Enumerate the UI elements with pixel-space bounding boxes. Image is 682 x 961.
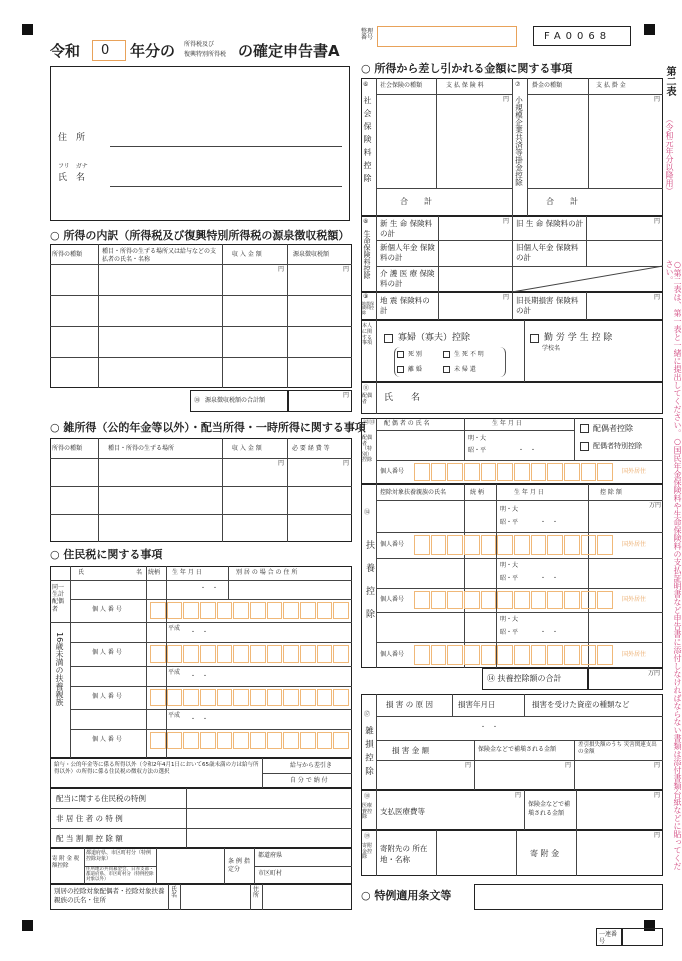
date-dots: ・ ・ — [200, 585, 219, 592]
date-dots: ・ ・ — [480, 724, 499, 731]
mynumber-digit-cell[interactable] — [283, 602, 299, 619]
mynumber-digit-cell[interactable] — [414, 463, 430, 481]
mynumber-digit-cell[interactable] — [564, 535, 580, 555]
social-h1: 社会保険の種類 — [380, 82, 423, 89]
worker-label: 勤 労 学 生 控 除 — [544, 333, 613, 343]
widow-checkbox[interactable] — [384, 334, 393, 343]
kojin-label: 個人番号 — [380, 651, 405, 658]
mynumber-digit-cell[interactable] — [183, 645, 199, 663]
pension-note: 給与・公的年金等に係る所得以外（令和2年4月1日において65歳未満の方は給与所得以外）の所得に係る住民税の徴収方法の選択 — [54, 762, 259, 776]
yen-unit: 円 — [503, 96, 510, 103]
small-total-label: 合 計 — [546, 197, 578, 206]
donation-b: 住所地の共同募金会、日赤支部・都道府県、市区町村分（特例控除対象以外） — [86, 867, 154, 883]
school-label: 学校名 — [542, 345, 561, 352]
period-note: （令和元年分以降用） — [665, 115, 674, 195]
title-tax-top: 所得税及び — [184, 41, 215, 48]
mynumber-digit-cell[interactable] — [514, 645, 530, 665]
mynumber-digit-cell[interactable] — [597, 535, 613, 555]
mynumber-digit-cell[interactable] — [267, 689, 283, 706]
yen-unit: 円 — [654, 96, 661, 103]
mynumber-digit-cell[interactable] — [183, 732, 199, 749]
misc-income-title: ○ 雑所得（公的年金等以外）・配当所得・一時所得に関する事項 — [50, 421, 366, 434]
date-dots: ・ ・ — [190, 629, 209, 636]
spouse-no: ⑪ — [363, 385, 370, 392]
shohei: 昭・平 — [468, 447, 487, 454]
resident-h-sep: 別 居 の 場 合 の 住 所 — [236, 569, 298, 576]
donate-label: 寄附金控除 — [362, 843, 373, 860]
date-dots: ・ ・ — [540, 519, 559, 526]
mynumber-digit-cell[interactable] — [317, 689, 333, 706]
date-dots: ・ ・ — [190, 716, 209, 723]
meitai: 明・大 — [468, 435, 487, 442]
spouse-cb1[interactable] — [580, 424, 589, 433]
loss-h1: 損 害 の 原 因 — [386, 700, 434, 709]
dep-total-label: ⑭ 扶養控除額の合計 — [487, 674, 562, 683]
w4-label: 未 帰 還 — [454, 366, 476, 373]
mynumber-label: 個 人 番 号 — [92, 649, 122, 656]
w1-label: 死 別 — [408, 351, 422, 358]
spouse-cb2-label: 配偶者特別控除 — [593, 442, 642, 450]
opt-salary[interactable]: 給与から差引き — [290, 762, 333, 769]
mynumber-digit-cell[interactable] — [547, 463, 563, 481]
dep-h1: 控除対象扶養親族の氏名 — [380, 489, 447, 496]
mynumber-digit-cell[interactable] — [217, 645, 233, 663]
loss-h4: 損 害 金 額 — [392, 746, 430, 755]
date-dots: ・ ・ — [540, 575, 559, 582]
withholding-total-label: 源泉徴収税額の合計額 — [205, 397, 266, 404]
mynumber-cells[interactable] — [150, 644, 350, 664]
mynumber-digit-cell[interactable] — [233, 602, 249, 619]
med2-label: 保険金などで補塡される金額 — [528, 801, 571, 817]
misc-h2: 種目・所得の生ずる場所 — [108, 445, 175, 452]
quake-no: ⑨ — [363, 293, 369, 300]
mynumber-digit-cell[interactable] — [564, 591, 580, 609]
resident-h-name2: 名 — [136, 569, 143, 576]
mynumber-digit-cell[interactable] — [481, 645, 497, 665]
yen-unit: 円 — [654, 792, 661, 799]
mynumber-label: 個 人 番 号 — [92, 693, 122, 700]
kojin-label: 個人番号 — [380, 468, 405, 475]
mynumber-cells[interactable] — [414, 462, 614, 482]
jorei-label: 条 例 指定分 — [228, 858, 250, 873]
dividend-credit: 配 当 割 額 控 除 額 — [56, 834, 123, 843]
heisei-label: 平成 — [168, 712, 181, 719]
kojin-label: 個人番号 — [380, 541, 405, 548]
yen-unit: 円 — [654, 218, 661, 225]
meitai: 明・大 — [500, 506, 519, 513]
mynumber-digit-cell[interactable] — [217, 602, 233, 619]
mynumber-digit-cell[interactable] — [597, 463, 613, 481]
mynumber-digit-cell[interactable] — [464, 591, 480, 609]
mynumber-digit-cell[interactable] — [150, 732, 166, 749]
mynumber-cells[interactable] — [414, 590, 614, 610]
mynumber-digit-cell[interactable] — [514, 535, 530, 555]
income-detail-table — [50, 244, 352, 388]
kokugai-label[interactable]: 国外居住 — [622, 468, 647, 475]
mynumber-digit-cell[interactable] — [150, 689, 166, 706]
loss-h6: 差引損失額のうち 災害関連支出の金額 — [578, 742, 657, 756]
spouse-h1: 配 偶 者 の 氏 名 — [384, 420, 430, 427]
mynumber-digit-cell[interactable] — [464, 645, 480, 665]
date-dots: ・ ・ — [190, 673, 209, 680]
mynumber-digit-cell[interactable] — [547, 535, 563, 555]
mynumber-digit-cell[interactable] — [464, 535, 480, 555]
mynumber-digit-cell[interactable] — [200, 645, 216, 663]
income-h2: 種目・所得の生ずる場所又は給与などの支払者の氏名・名称 — [102, 248, 217, 263]
mynumber-cells[interactable] — [150, 601, 350, 620]
small-h2: 支 払 掛 金 — [596, 82, 626, 89]
side-notice: ○第二表は、第一表と一緒に提出してください。○国民年金保険料や生命保険料の支払証明書など申告書に添付しなければならない書類は添付書類台紙などに貼ってください。 — [665, 260, 682, 870]
med1-label: 支払医療費等 — [380, 807, 425, 816]
mynumber-digit-cell[interactable] — [183, 689, 199, 706]
mynumber-digit-cell[interactable] — [167, 602, 183, 619]
misc-h4: 必 要 経 費 等 — [292, 445, 330, 452]
yen-unit: 円 — [654, 294, 661, 301]
non-resident-special: 非 居 住 者 の 特 例 — [56, 814, 123, 823]
mynumber-digit-cell[interactable] — [531, 645, 547, 665]
mynumber-digit-cell[interactable] — [267, 645, 283, 663]
serial-label-box — [596, 928, 622, 946]
social-total-label: 合 計 — [400, 197, 432, 206]
dividend-special: 配当に関する住民税の特例 — [56, 794, 146, 803]
yen-unit: 円 — [342, 392, 349, 399]
mynumber-digit-cell[interactable] — [497, 645, 513, 665]
special-title: ○ 特例適用条文等 — [361, 889, 452, 902]
mynumber-digit-cell[interactable] — [250, 602, 266, 619]
withholding-total-input[interactable] — [288, 390, 352, 412]
life-no: ⑧ — [363, 218, 369, 225]
quake2: 旧長期損害 保険料の計 — [516, 296, 579, 315]
mynumber-digit-cell[interactable] — [531, 535, 547, 555]
mynumber-digit-cell[interactable] — [317, 602, 333, 619]
small-h1: 掛金の種類 — [532, 82, 563, 89]
shohei: 昭・平 — [500, 629, 519, 636]
yen-unit: 円 — [515, 792, 522, 799]
mynumber-digit-cell[interactable] — [447, 463, 463, 481]
spouse-label: 同一生計配偶者 — [52, 584, 65, 613]
spouse-h2: 生 年 月 日 — [492, 420, 522, 427]
yen-unit: 円 — [278, 460, 285, 467]
spouse-side-label: 配偶者 — [362, 393, 373, 405]
seiri-label: 整理番号 — [361, 28, 374, 41]
dep-label: 扶養控除 — [364, 540, 374, 632]
mynumber-digit-cell[interactable] — [481, 535, 497, 555]
mynumber-digit-cell[interactable] — [431, 645, 447, 665]
mynumber-digit-cell[interactable] — [267, 732, 283, 749]
mynumber-digit-cell[interactable] — [514, 591, 530, 609]
mynumber-digit-cell[interactable] — [300, 732, 316, 749]
shohei: 昭・平 — [500, 519, 519, 526]
withholding-total-no: ㊳ — [194, 397, 201, 404]
kojin-label: 個人番号 — [380, 596, 405, 603]
mynumber-digit-cell[interactable] — [431, 463, 447, 481]
quake-label: 地震保険料控除 — [362, 301, 374, 315]
year-value: 0 — [101, 43, 110, 58]
mynumber-digit-cell[interactable] — [250, 689, 266, 706]
self-label: 本人に関する事項 — [362, 323, 373, 347]
loss-h3: 損害を受けた資産の種類など — [532, 700, 630, 709]
dep-total-label-box — [482, 668, 588, 690]
life-label: 生命保険料控除 — [363, 230, 371, 279]
mynumber-label: 個 人 番 号 — [92, 736, 122, 743]
mynumber-digit-cell[interactable] — [217, 732, 233, 749]
dep-total-input[interactable] — [588, 668, 663, 690]
name-line[interactable] — [110, 186, 342, 187]
date-dots: ・ ・ — [518, 447, 537, 454]
mynumber-digit-cell[interactable] — [233, 689, 249, 706]
opt-self-pay[interactable]: 自 分 で 納 付 — [290, 777, 328, 784]
social-no: ⑥ — [363, 81, 369, 88]
spouse-cb1-label: 配偶者控除 — [593, 424, 633, 433]
mynumber-digit-cell[interactable] — [267, 602, 283, 619]
yen-unit: 円 — [465, 762, 472, 769]
seiri-number-input[interactable] — [377, 26, 517, 47]
mynumber-digit-cell[interactable] — [497, 591, 513, 609]
heisei-label: 平成 — [168, 669, 181, 676]
small-label: 小規模企業共済等掛金控除 — [514, 96, 524, 186]
bekkyo-addr-label: 住所 — [253, 886, 260, 899]
heisei-label: 平成 — [168, 625, 181, 632]
taxpayer-box — [50, 66, 350, 221]
mynumber-digit-cell[interactable] — [250, 645, 266, 663]
life-diagonal — [512, 266, 663, 292]
meitai: 明・大 — [500, 616, 519, 623]
misc-income-table — [50, 438, 352, 542]
w3-label: 離 婚 — [408, 366, 422, 373]
mynumber-digit-cell[interactable] — [414, 535, 430, 555]
mynumber-digit-cell[interactable] — [300, 645, 316, 663]
mynumber-digit-cell[interactable] — [333, 602, 349, 619]
bekkyo-label: 別居の控除対象配偶者・控除対象扶養親族の氏名・住所 — [54, 887, 165, 904]
withholding-total-label-box — [190, 390, 288, 412]
social-h2: 支 払 保 険 料 — [446, 82, 484, 89]
title-tax-bottom: 復興特別所得税 — [184, 51, 227, 58]
mynumber-digit-cell[interactable] — [414, 645, 430, 665]
life3: 介 護 医 療 保険料の計 — [380, 269, 435, 288]
yen-unit: 円 — [278, 266, 285, 273]
mynumber-digit-cell[interactable] — [333, 689, 349, 706]
misc-h3: 収 入 金 額 — [232, 445, 262, 452]
mynumber-digit-cell[interactable] — [581, 591, 597, 609]
resident-title: ○ 住民税に関する事項 — [50, 548, 163, 561]
income-detail-title: ○ 所得の内訳（所得税及び復興特別所得税の源泉徴収税額） — [50, 229, 350, 242]
widow-bracket — [394, 347, 506, 377]
mynumber-digit-cell[interactable] — [183, 602, 199, 619]
serial-input[interactable] — [622, 928, 663, 946]
kokugai-label[interactable]: 国外居住 — [622, 541, 647, 548]
special-input[interactable] — [474, 884, 663, 910]
widow-label: 寡婦（寡夫）控除 — [398, 333, 471, 343]
mynumber-digit-cell[interactable] — [250, 732, 266, 749]
yen-unit: 円 — [343, 266, 350, 273]
address-line[interactable] — [110, 146, 342, 147]
med-no: ⑱ — [364, 793, 371, 800]
income-h1: 所得の種類 — [52, 251, 83, 258]
loss-h5: 保険金などで補塡される金額 — [478, 746, 557, 753]
man-yen: 万円 — [649, 502, 662, 509]
mynumber-digit-cell[interactable] — [547, 591, 563, 609]
mynumber-digit-cell[interactable] — [200, 602, 216, 619]
spouse-cb2[interactable] — [580, 442, 589, 451]
mynumber-digit-cell[interactable] — [481, 463, 497, 481]
loss-label: 雑損控除 — [363, 726, 374, 780]
mynumber-digit-cell[interactable] — [283, 645, 299, 663]
small-no: ⑦ — [515, 81, 521, 88]
mynumber-digit-cell[interactable] — [531, 591, 547, 609]
mynumber-digit-cell[interactable] — [167, 689, 183, 706]
title-after-year: 年分の — [130, 42, 176, 60]
mynumber-digit-cell[interactable] — [200, 732, 216, 749]
mynumber-cells[interactable] — [150, 731, 350, 750]
dep-h2: 続 柄 — [470, 489, 484, 496]
income-h3: 収 入 金 額 — [232, 251, 262, 258]
shohei: 昭・平 — [500, 575, 519, 582]
mynumber-digit-cell[interactable] — [564, 645, 580, 665]
misc-h1: 所得の種類 — [52, 445, 83, 452]
mynumber-digit-cell[interactable] — [581, 463, 597, 481]
mynumber-digit-cell[interactable] — [414, 591, 430, 609]
mynumber-digit-cell[interactable] — [581, 645, 597, 665]
mynumber-digit-cell[interactable] — [481, 591, 497, 609]
yen-unit: 円 — [654, 832, 661, 839]
furigana-label: フリ ガナ — [58, 163, 88, 170]
address-label: 住 所 — [58, 133, 86, 143]
form-code-box — [533, 26, 631, 46]
mynumber-digit-cell[interactable] — [564, 463, 580, 481]
under16-label: 16歳未満の扶養親族 — [55, 632, 64, 707]
registration-mark-tl — [22, 24, 33, 35]
mynumber-digit-cell[interactable] — [464, 463, 480, 481]
income-h4: 源泉徴収税額 — [293, 251, 330, 258]
mynumber-digit-cell[interactable] — [447, 645, 463, 665]
life2: 新個人年金 保険料の計 — [380, 243, 435, 262]
deductions-title: ○ 所得から差し引かれる金額に関する事項 — [361, 62, 573, 75]
registration-mark-tr — [644, 24, 655, 35]
city-label: 市区町村 — [258, 870, 283, 877]
mynumber-digit-cell[interactable] — [514, 463, 530, 481]
yen-unit: 円 — [503, 218, 510, 225]
mynumber-digit-cell[interactable] — [167, 645, 183, 663]
med-label: 医療費控除 — [362, 803, 373, 820]
mynumber-digit-cell[interactable] — [597, 591, 613, 609]
donation-a: 都道府県、市区町村分（特例控除対象） — [86, 850, 152, 862]
man-yen: 万円 — [647, 670, 660, 677]
mynumber-digit-cell[interactable] — [317, 645, 333, 663]
mynumber-digit-cell[interactable] — [447, 591, 463, 609]
date-dots: ・ ・ — [540, 629, 559, 636]
kokugai-label[interactable]: 国外居住 — [622, 596, 647, 603]
mynumber-digit-cell[interactable] — [283, 689, 299, 706]
pref-label: 都道府県 — [258, 852, 283, 859]
mynumber-digit-cell[interactable] — [150, 645, 166, 663]
yen-unit: 円 — [503, 294, 510, 301]
mynumber-digit-cell[interactable] — [581, 535, 597, 555]
resident-h-name: 氏 — [78, 569, 85, 576]
name-label: 氏 名 — [58, 173, 86, 183]
w2-label: 生 死 不 明 — [454, 351, 484, 358]
dep-h3: 生 年 月 日 — [514, 489, 544, 496]
mynumber-digit-cell[interactable] — [167, 732, 183, 749]
mynumber-digit-cell[interactable] — [217, 689, 233, 706]
bekkyo-name-label: 氏名 — [171, 886, 178, 899]
mynumber-digit-cell[interactable] — [597, 645, 613, 665]
mynumber-digit-cell[interactable] — [233, 645, 249, 663]
year-input[interactable] — [92, 40, 126, 61]
yen-unit: 円 — [654, 762, 661, 769]
mynumber-digit-cell[interactable] — [497, 535, 513, 555]
donate-no: ⑲ — [364, 833, 371, 840]
mynumber-digit-cell[interactable] — [283, 732, 299, 749]
loss-no: ⑰ — [364, 711, 371, 718]
mynumber-digit-cell[interactable] — [317, 732, 333, 749]
registration-mark-bl — [22, 920, 33, 931]
donate2-label: 寄 附 金 — [530, 849, 560, 858]
title-suffix: の確定申告書A — [238, 42, 340, 60]
spouse-ded-label: 配偶者（特別）控除 — [362, 435, 373, 463]
dep-h4: 控 除 額 — [600, 489, 622, 496]
mynumber-digit-cell[interactable] — [531, 463, 547, 481]
mynumber-digit-cell[interactable] — [333, 645, 349, 663]
mynumber-digit-cell[interactable] — [431, 591, 447, 609]
life4: 旧 生 命 保険料の計 — [516, 219, 584, 228]
mynumber-digit-cell[interactable] — [300, 602, 316, 619]
social-label: 社会保険料控除 — [363, 96, 372, 187]
kokugai-label[interactable]: 国外居住 — [622, 651, 647, 658]
mynumber-digit-cell[interactable] — [233, 732, 249, 749]
mynumber-digit-cell[interactable] — [333, 732, 349, 749]
mynumber-digit-cell[interactable] — [150, 602, 166, 619]
spouse-name-label: 氏 名 — [384, 393, 421, 403]
mynumber-digit-cell[interactable] — [447, 535, 463, 555]
meitai: 明・大 — [500, 562, 519, 569]
life1: 新 生 命 保険料の計 — [380, 219, 433, 238]
yen-unit: 円 — [343, 460, 350, 467]
mynumber-digit-cell[interactable] — [200, 689, 216, 706]
spouse-ded-no: ⑫⑬ — [363, 419, 376, 426]
life5: 旧個人年金 保険料の計 — [516, 243, 579, 262]
title-reiwa: 令和 — [50, 42, 81, 60]
quake1: 地 震 保険料の計 — [380, 296, 430, 315]
donate1-label: 寄附先の 所在地・名称 — [380, 844, 428, 864]
mynumber-cells[interactable] — [150, 688, 350, 707]
resident-h-rel: 続柄 — [148, 569, 161, 576]
mynumber-cells[interactable] — [414, 534, 614, 556]
worker-checkbox[interactable] — [530, 334, 539, 343]
loss-h2: 損害年月日 — [458, 700, 496, 709]
mynumber-digit-cell[interactable] — [300, 689, 316, 706]
form-code: FA0068 — [544, 31, 612, 42]
yen-unit: 円 — [565, 762, 572, 769]
table-no: 第二表 — [664, 66, 675, 96]
donation-label: 寄 附 金 税額控除 — [52, 856, 80, 870]
mynumber-digit-cell[interactable] — [497, 463, 513, 481]
mynumber-cells[interactable] — [414, 644, 614, 666]
resident-h-birth: 生 年 月 日 — [172, 569, 202, 576]
mynumber-digit-cell[interactable] — [547, 645, 563, 665]
mynumber-digit-cell[interactable] — [431, 535, 447, 555]
serial-label: 一連番号 — [599, 931, 618, 946]
mynumber-label: 個 人 番 号 — [92, 606, 122, 613]
dep-no: ⑭ — [364, 509, 371, 516]
